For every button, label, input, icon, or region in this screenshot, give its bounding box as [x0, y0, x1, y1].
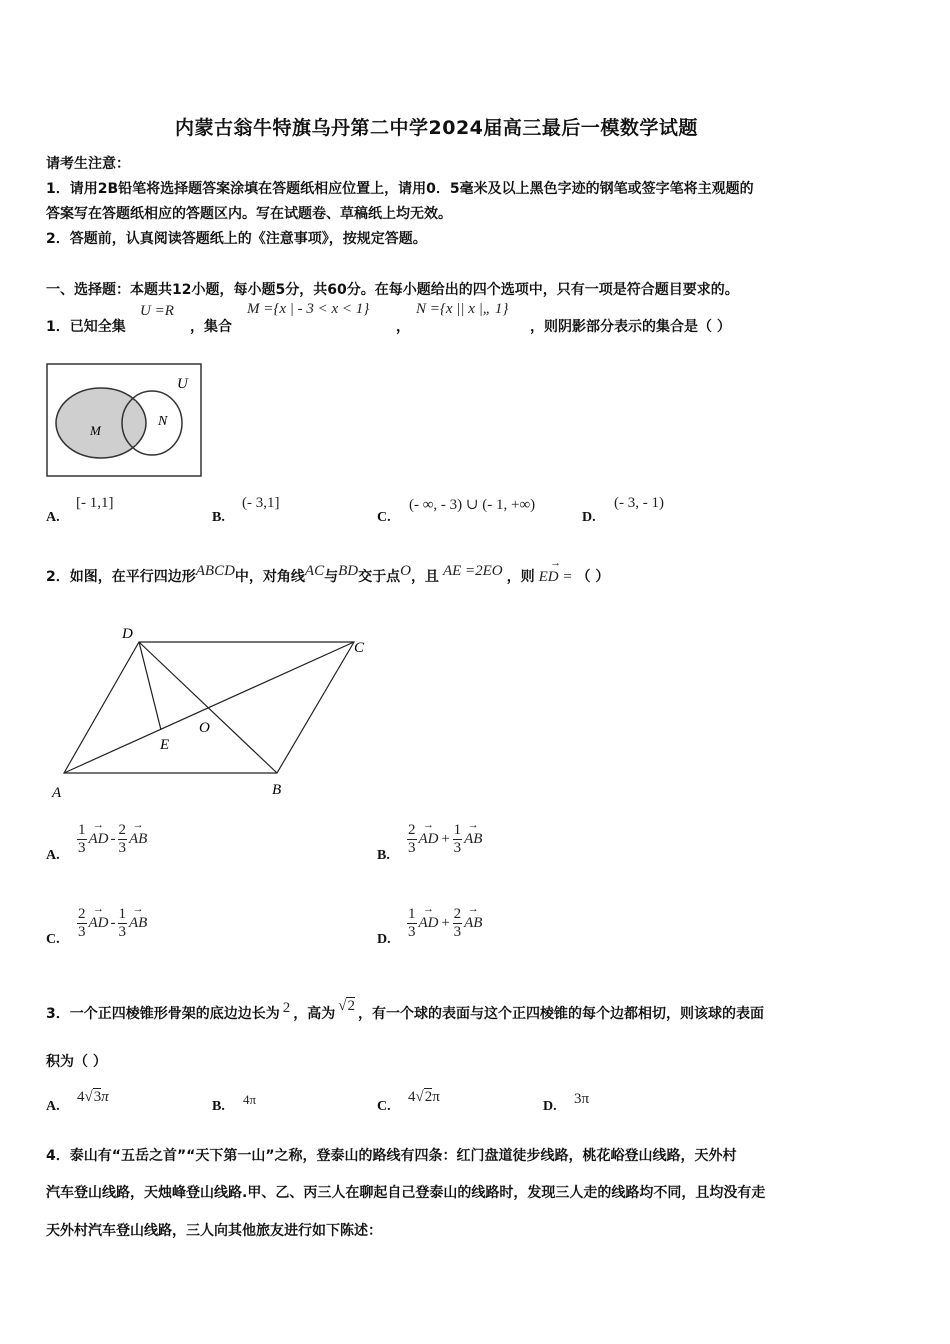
venn-label-M: M: [90, 423, 101, 438]
q3-option-b-label: B.: [212, 1099, 225, 1114]
venn-label-U: U: [177, 376, 188, 392]
q1-option-b-label: B.: [212, 510, 225, 525]
q2-p2: 中，对角线: [234, 569, 305, 585]
q3-option-b: 4π: [243, 1092, 257, 1107]
q3-height: √2: [338, 998, 355, 1014]
notice-line-1b: 答案写在答题纸相应的答题区内。写在试题卷、草稿纸上均无效。: [46, 206, 452, 222]
label-O: O: [199, 720, 210, 736]
q2-p3: 与: [324, 569, 339, 585]
venn-label-N: N: [158, 414, 168, 429]
segment-de: [139, 642, 161, 730]
q1-option-d: (- 3, - 1): [614, 495, 664, 511]
q1-option-c: (- ∞, - 3) ∪ (- 1, +∞): [409, 497, 536, 513]
page-title: 内蒙古翁牛特旗乌丹第二中学2024届高三最后一模数学试题: [175, 117, 698, 139]
q1-universal-set: U =R: [140, 303, 174, 319]
q2-option-a-label: A.: [46, 848, 60, 863]
q3-line-2: 积为（ ）: [46, 1054, 107, 1070]
diagonal-bd: [139, 642, 277, 773]
q2-p1: 2．如图，在平行四边形: [46, 569, 196, 585]
q1-set-N: N ={x || x |„ 1}: [416, 301, 509, 317]
q3-p1: 3．一个正四棱锥形骨架的底边边长为: [46, 1006, 280, 1022]
q4-line-1: 4．泰山有“五岳之首”“天下第一山”之称，登泰山的路线有四条：红门盘道徒步线路，桃花峪登山线路，天外村: [46, 1148, 737, 1164]
q2-p7: （ ）: [576, 569, 610, 585]
q3-option-d-label: D.: [543, 1099, 557, 1114]
q1-option-d-label: D.: [582, 510, 596, 525]
q1-option-a: [- 1,1]: [76, 495, 114, 511]
q2-stem: [46, 558, 609, 586]
q3-option-c: 4√2π: [408, 1089, 440, 1105]
label-D: D: [122, 626, 133, 642]
q3-p2: ，高为: [293, 1006, 336, 1022]
venn-diagram: [44, 361, 204, 479]
notice-line-1: 1．请用2B铅笔将选择题答案涂填在答题纸相应位置上，请用0．5毫米及以上黑色字迹的钢笔或签字笔将主观题的: [46, 181, 754, 197]
label-E: E: [160, 737, 170, 753]
q4-line-2: 汽车登山线路，天烛峰登山线路.甲、乙、丙三人在聊起自己登泰山的线路时，发现三人走的线路均不同，且均没有走: [46, 1185, 766, 1201]
section-heading: 一、选择题：本题共12小题，每小题5分，共60分。在每小题给出的四个选项中，只有一项是符合题目要求的。: [46, 282, 739, 298]
q2-ed: → ED =: [539, 569, 573, 586]
q3-p3: ，有一个球的表面与这个正四棱锥的每个边都相切，则该球的表面: [357, 1006, 764, 1022]
q3-side: 2: [282, 1000, 291, 1016]
q3-stem: [46, 993, 764, 1023]
q2-option-c-label: C.: [46, 932, 60, 947]
q1-prefix: 1．已知全集: [46, 319, 126, 335]
q2-abcd: ABCD: [195, 563, 235, 579]
parallelogram-figure: [44, 620, 384, 805]
q3-option-a: 4√3π: [77, 1089, 109, 1105]
q1-mid: ，集合: [190, 319, 232, 335]
q3-option-c-label: C.: [377, 1099, 391, 1114]
q2-option-d-label: D.: [377, 932, 391, 947]
q3-option-d: 3π: [574, 1091, 590, 1107]
notice-heading: 请考生注意：: [46, 156, 130, 172]
notice-line-2: 2．答题前，认真阅读答题纸上的《注意事项》，按规定答题。: [46, 231, 427, 247]
q2-option-d: $\frac{1}{3}$ → AD + $\frac{2}{3}$ → AB: [407, 906, 482, 941]
q2-ac: AC: [304, 563, 325, 579]
q3-option-a-label: A.: [46, 1099, 60, 1114]
q1-comma: ，: [396, 319, 410, 335]
label-C: C: [354, 640, 365, 656]
label-A: A: [52, 785, 62, 801]
q2-option-b: $\frac{2}{3}$ → AD + $\frac{1}{3}$ → AB: [407, 822, 482, 857]
q1-set-M: M ={x | - 3 < x < 1}: [247, 301, 370, 317]
label-B: B: [272, 782, 282, 798]
q2-option-b-label: B.: [377, 848, 390, 863]
q1-suffix: ，则阴影部分表示的集合是（ ）: [530, 319, 731, 335]
q2-ae: AE =2EO: [442, 563, 503, 579]
q2-bd: BD: [338, 563, 359, 579]
diagonal-ac: [64, 642, 354, 773]
q4-line-3: 天外村汽车登山线路，三人向其他旅友进行如下陈述：: [46, 1223, 382, 1239]
q2-p4: 交于点: [358, 569, 401, 585]
q2-p5: ，且: [410, 569, 439, 585]
q2-o: O: [400, 563, 411, 579]
q2-option-a: $\frac{1}{3}$ → AD - $\frac{2}{3}$ → AB: [77, 822, 147, 857]
q2-p6: ，则: [506, 569, 535, 585]
q1-option-a-label: A.: [46, 510, 60, 525]
q1-option-c-label: C.: [377, 510, 391, 525]
q2-option-c: $\frac{2}{3}$ → AD - $\frac{1}{3}$ → AB: [77, 906, 147, 941]
q1-option-b: (- 3,1]: [242, 495, 280, 511]
